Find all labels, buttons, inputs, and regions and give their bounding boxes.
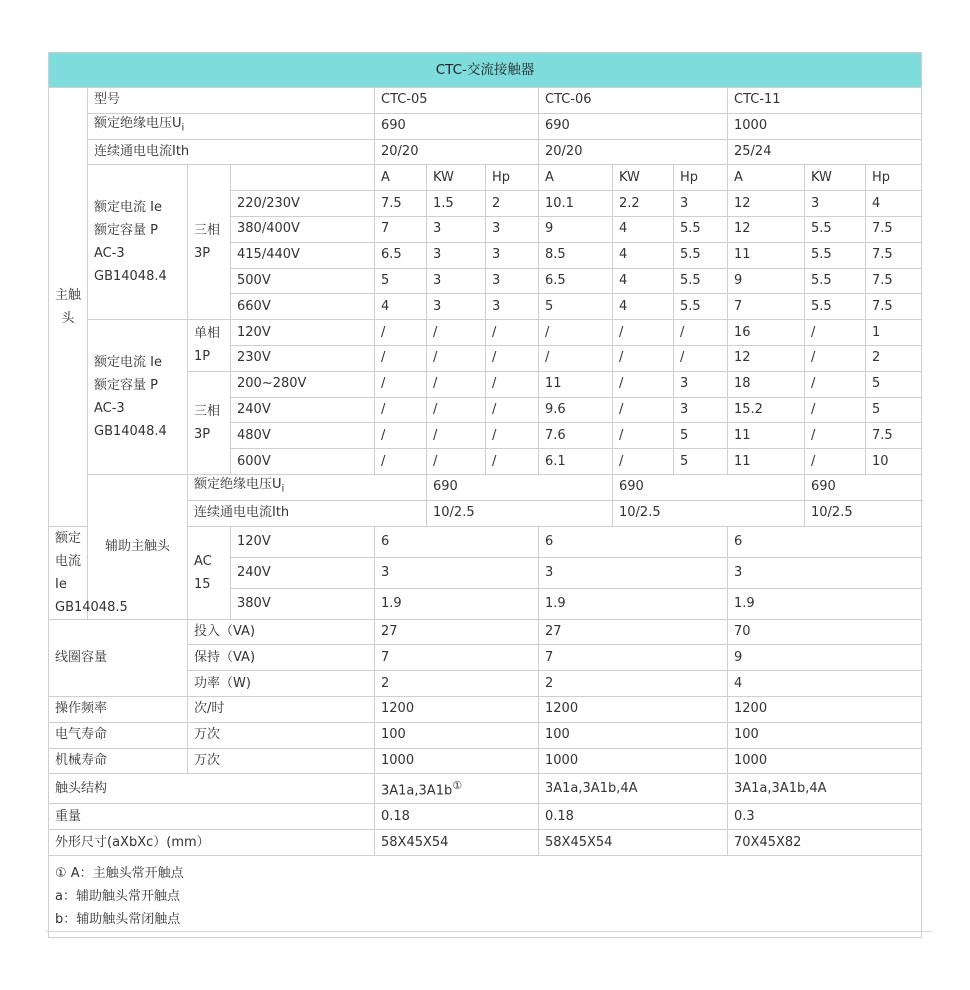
value-cell: 7.5 [866,268,922,294]
coil-param-label: 保持（VA) [188,645,375,671]
value-cell: 1000 [728,113,922,139]
table-row [49,748,922,774]
value-cell: 12 [728,191,805,217]
value-cell: 2.2 [613,191,674,217]
value-cell: 70X45X82 [728,830,922,856]
value-cell: / [613,423,674,449]
value-cell: 690 [805,474,922,500]
value-cell: 0.18 [539,804,728,830]
value-cell: 5 [674,449,728,475]
unit-header: KW [613,165,674,191]
unit-header: Hp [674,165,728,191]
value-cell: 18 [728,371,805,397]
value-cell: 5 [674,423,728,449]
value-cell: / [486,371,539,397]
label-ac3-block2: 额定电流 Ie 额定容量 P AC-3 GB14048.4 [88,320,188,475]
voltage-label: 230V [231,345,375,371]
value-cell: / [613,320,674,346]
value-cell: / [375,449,427,475]
value-cell: 1.5 [427,191,486,217]
label-weight: 重量 [49,804,375,830]
label-coil-capacity: 线圈容量 [49,619,188,696]
coil-param-label: 功率（W) [188,671,375,697]
value-cell: 6 [375,526,539,557]
coil-param-label: 投入（VA) [188,619,375,645]
label-contact-structure: 触头结构 [49,774,375,804]
label-insulation-voltage [88,113,375,139]
table-row [49,88,922,114]
value-cell: 3 [427,294,486,320]
value-cell: 1200 [539,696,728,722]
value-cell: / [805,397,866,423]
unit-header: A [539,165,613,191]
value-cell: / [674,345,728,371]
unit-label: 万次 [188,748,375,774]
value-cell: 1000 [375,748,539,774]
value-cell: 1000 [539,748,728,774]
value-cell: 3 [486,242,539,268]
label-ac3-block1: 额定电流 Ie 额定容量 P AC-3 GB14048.4 [88,165,188,320]
label-text: 额定绝缘电压U [94,115,182,131]
value-cell: 8.5 [539,242,613,268]
value-cell: / [486,345,539,371]
value-cell: 20/20 [539,139,728,165]
value-cell: / [375,320,427,346]
value-cell: / [375,397,427,423]
value-cell: 3A1a,3A1b,4A [728,774,922,804]
value-cell: / [805,320,866,346]
value-cell: 10/2.5 [613,500,805,526]
value-cell: 11 [728,242,805,268]
unit-label: 万次 [188,722,375,748]
row-label: 电气寿命 [49,722,188,748]
value-cell: 7.5 [866,242,922,268]
value-cell: 3 [728,557,922,588]
value-cell: 4 [613,268,674,294]
value-cell: 3 [674,371,728,397]
group-aux-contact: 辅助主触头 [88,474,188,619]
voltage-label: 415/440V [231,242,375,268]
value-cell: 1.9 [375,588,539,619]
value-cell: 1200 [375,696,539,722]
voltage-label: 660V [231,294,375,320]
label-subscript: i [181,122,185,134]
value-cell: / [427,449,486,475]
value-cell: 3 [427,268,486,294]
value-cell: / [375,345,427,371]
label-subscript: i [281,483,285,495]
value-cell: 3 [539,557,728,588]
value-cell: / [427,320,486,346]
label-phase-1p: 单相 1P [188,320,231,372]
value-cell: 3A1a,3A1b,4A [539,774,728,804]
unit-header: KW [427,165,486,191]
value-cell: 7.5 [375,191,427,217]
voltage-label: 380/400V [231,216,375,242]
value-cell: 5 [866,371,922,397]
value-cell: 3 [674,397,728,423]
value-cell: 11 [728,423,805,449]
value-cell: / [486,423,539,449]
footnotes: ① A：主触头常开触点 a：辅助触头常开触点 b：辅助触头常闭触点 [49,855,922,937]
voltage-label: 240V [231,397,375,423]
value-cell: / [674,320,728,346]
value-cell: 58X45X54 [539,830,728,856]
unit-label: 次/时 [188,696,375,722]
value-cell: 7.5 [866,423,922,449]
value-cell: 3 [486,294,539,320]
value-cell: / [375,423,427,449]
label-dimensions: 外形尺寸(aXbXc）(mm） [49,830,375,856]
unit-header: Hp [486,165,539,191]
value-cell: / [486,320,539,346]
voltage-label: 240V [231,557,375,588]
table-row [49,804,922,830]
table-row [49,855,922,937]
value-cell: 6 [539,526,728,557]
value-cell: / [805,371,866,397]
value-cell: 4 [613,216,674,242]
table-row [49,696,922,722]
value-cell: 3 [674,191,728,217]
value-cell: / [613,371,674,397]
label-model: 型号 [88,88,375,114]
value-cell: 100 [539,722,728,748]
value-cell: 12 [728,216,805,242]
table-row [49,113,922,139]
value-cell: 1.9 [539,588,728,619]
value-cell: 5 [539,294,613,320]
value-cell: 6 [728,526,922,557]
value-cell [375,774,539,804]
value-cell: 27 [375,619,539,645]
value-cell: 5.5 [674,242,728,268]
value-cell: 7.5 [866,294,922,320]
value-cell: 12 [728,345,805,371]
value-cell: 5.5 [674,294,728,320]
value-cell: 4 [613,242,674,268]
value-cell: / [613,397,674,423]
value-cell: 5.5 [674,216,728,242]
table-row [49,830,922,856]
value-cell: 0.3 [728,804,922,830]
voltage-label: 200~280V [231,371,375,397]
model-name: CTC-11 [728,88,922,114]
value-cell: / [805,449,866,475]
table-title: CTC-交流接触器 [49,53,922,88]
contactor-spec-table [48,52,922,938]
unit-header: A [375,165,427,191]
value-cell: 10/2.5 [427,500,613,526]
voltage-label: 500V [231,268,375,294]
table-row [49,139,922,165]
label-thermal-current: 连续通电电流Ith [188,500,427,526]
value-cell: 15.2 [728,397,805,423]
label-phase-3p: 三相 3P [188,165,231,320]
value-cell: / [427,423,486,449]
unit-header: Hp [866,165,922,191]
value-cell: 7 [375,216,427,242]
label-insulation-voltage [188,474,427,500]
value-cell: 3 [427,216,486,242]
value-cell: 690 [427,474,613,500]
value-cell: / [613,449,674,475]
value-cell: 0.18 [375,804,539,830]
footnote-mark: ① [452,779,463,793]
value-cell: / [486,397,539,423]
model-name: CTC-06 [539,88,728,114]
value-cell: 1200 [728,696,922,722]
value-cell: 16 [728,320,805,346]
value-cell: 3 [805,191,866,217]
table-row [49,320,922,346]
value-cell: 4 [866,191,922,217]
value-cell: 5.5 [674,268,728,294]
value-cell: 25/24 [728,139,922,165]
value-cell: 1.9 [728,588,922,619]
value-cell: 1000 [728,748,922,774]
value-cell: / [427,397,486,423]
value-cell: 20/20 [375,139,539,165]
value-cell: 5 [866,397,922,423]
voltage-label: 120V [231,320,375,346]
value-cell: 4 [375,294,427,320]
voltage-label: 600V [231,449,375,475]
table-row [49,774,922,804]
table-row [49,474,922,500]
voltage-label: 120V [231,526,375,557]
value-cell: 9 [728,268,805,294]
value-cell: 7.5 [866,216,922,242]
value-cell: 10/2.5 [805,500,922,526]
group-main-contact: 主触头 [49,88,88,527]
value-cell: / [805,345,866,371]
value-cell: 6.1 [539,449,613,475]
value-cell: 690 [375,113,539,139]
value-cell: 3 [486,268,539,294]
value-cell: 5.5 [805,268,866,294]
model-name: CTC-05 [375,88,539,114]
value-cell: 11 [539,371,613,397]
value-cell: 27 [539,619,728,645]
value-cell: 2 [866,345,922,371]
value-text: 3A1a,3A1b [381,783,453,799]
bottom-divider [46,931,932,932]
value-cell: 2 [486,191,539,217]
value-cell: 4 [728,671,922,697]
value-cell: 3 [427,242,486,268]
value-cell: 5 [375,268,427,294]
value-cell: / [613,345,674,371]
value-cell: / [375,371,427,397]
value-cell: / [805,423,866,449]
value-cell: 7 [539,645,728,671]
value-cell: 4 [613,294,674,320]
value-cell: 5.5 [805,216,866,242]
value-cell: 7.6 [539,423,613,449]
voltage-label: 380V [231,588,375,619]
label-text: 额定绝缘电压U [194,477,282,493]
value-cell: 2 [375,671,539,697]
value-cell: 11 [728,449,805,475]
value-cell: 9 [539,216,613,242]
value-cell: 100 [728,722,922,748]
value-cell: 690 [613,474,805,500]
value-cell: / [539,345,613,371]
voltage-label: 480V [231,423,375,449]
unit-header: KW [805,165,866,191]
table-row [49,165,922,191]
value-cell: / [427,345,486,371]
value-cell: 1 [866,320,922,346]
label-ac15: 额定电流 Ie GB14048.5 [49,526,88,619]
label-thermal-current: 连续通电电流Ith [88,139,375,165]
value-cell: / [539,320,613,346]
unit-header: A [728,165,805,191]
blank-cell [231,165,375,191]
voltage-label: 220/230V [231,191,375,217]
value-cell: 5.5 [805,294,866,320]
row-label: 机械寿命 [49,748,188,774]
value-cell: 9.6 [539,397,613,423]
row-label: 操作频率 [49,696,188,722]
table-row [49,619,922,645]
value-cell: / [427,371,486,397]
value-cell: 3 [375,557,539,588]
label-phase-3p: 三相 3P [188,371,231,474]
value-cell: 3 [486,216,539,242]
value-cell: 9 [728,645,922,671]
value-cell: / [486,449,539,475]
value-cell: 6.5 [375,242,427,268]
value-cell: 10.1 [539,191,613,217]
value-cell: 7 [375,645,539,671]
value-cell: 100 [375,722,539,748]
label-ac15-category: AC 15 [188,526,231,619]
value-cell: 5.5 [805,242,866,268]
value-cell: 10 [866,449,922,475]
table-row [49,722,922,748]
value-cell: 2 [539,671,728,697]
value-cell: 58X45X54 [375,830,539,856]
value-cell: 6.5 [539,268,613,294]
value-cell: 690 [539,113,728,139]
value-cell: 70 [728,619,922,645]
value-cell: 7 [728,294,805,320]
